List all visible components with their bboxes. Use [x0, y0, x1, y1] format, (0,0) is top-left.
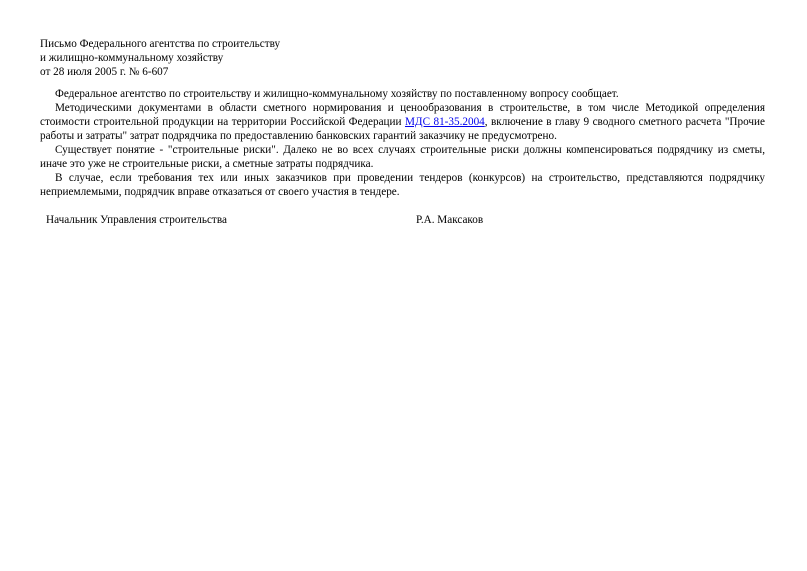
document-page [40, 37, 765, 227]
header-line-2: и жилищно-коммунальному хозяйству [40, 52, 224, 64]
paragraph-2 [40, 101, 765, 143]
paragraph-2-text-after: , включение в главу 9 сводного сметного расчета "Прочие работы и затраты" затрат подрядчика по предоставлению банковских гарантий заказчику не предусмотрено. [40, 116, 765, 142]
document-header [40, 37, 765, 79]
paragraph-2-text-before: Методическими документами в области сметного нормирования и ценообразования в строительстве, в том числе Методикой определения стоимости строительной продукции на территории Российской Федерации [40, 102, 765, 128]
paragraph-4: В случае, если требования тех или иных заказчиков при проведении тендеров (конкурсов) на строительство, представляются подрядчику неприемлемыми, подрядчик вправе отказаться от своего участия в тендере. [40, 172, 765, 198]
signatory-name: Р.А. Максаков [416, 214, 484, 226]
document-body [40, 87, 765, 199]
mds-document-link[interactable]: МДС 81-35.2004 [404, 116, 485, 128]
signature-block [40, 213, 765, 227]
signatory-position: Начальник Управления строительства [46, 214, 227, 226]
header-line-1: Письмо Федерального агентства по строительству [40, 38, 281, 50]
header-line-3: от 28 июля 2005 г. № 6-607 [40, 66, 169, 78]
paragraph-3: Существует понятие - "строительные риски". Далеко не во всех случаях строительные риски должны компенсироваться подрядчику из сметы, иначе это уже не строительные риски, а сметные затраты подрядчика. [40, 144, 765, 170]
paragraph-1: Федеральное агентство по строительству и жилищно-коммунальному хозяйству по поставленному вопросу сообщает. [55, 88, 619, 100]
